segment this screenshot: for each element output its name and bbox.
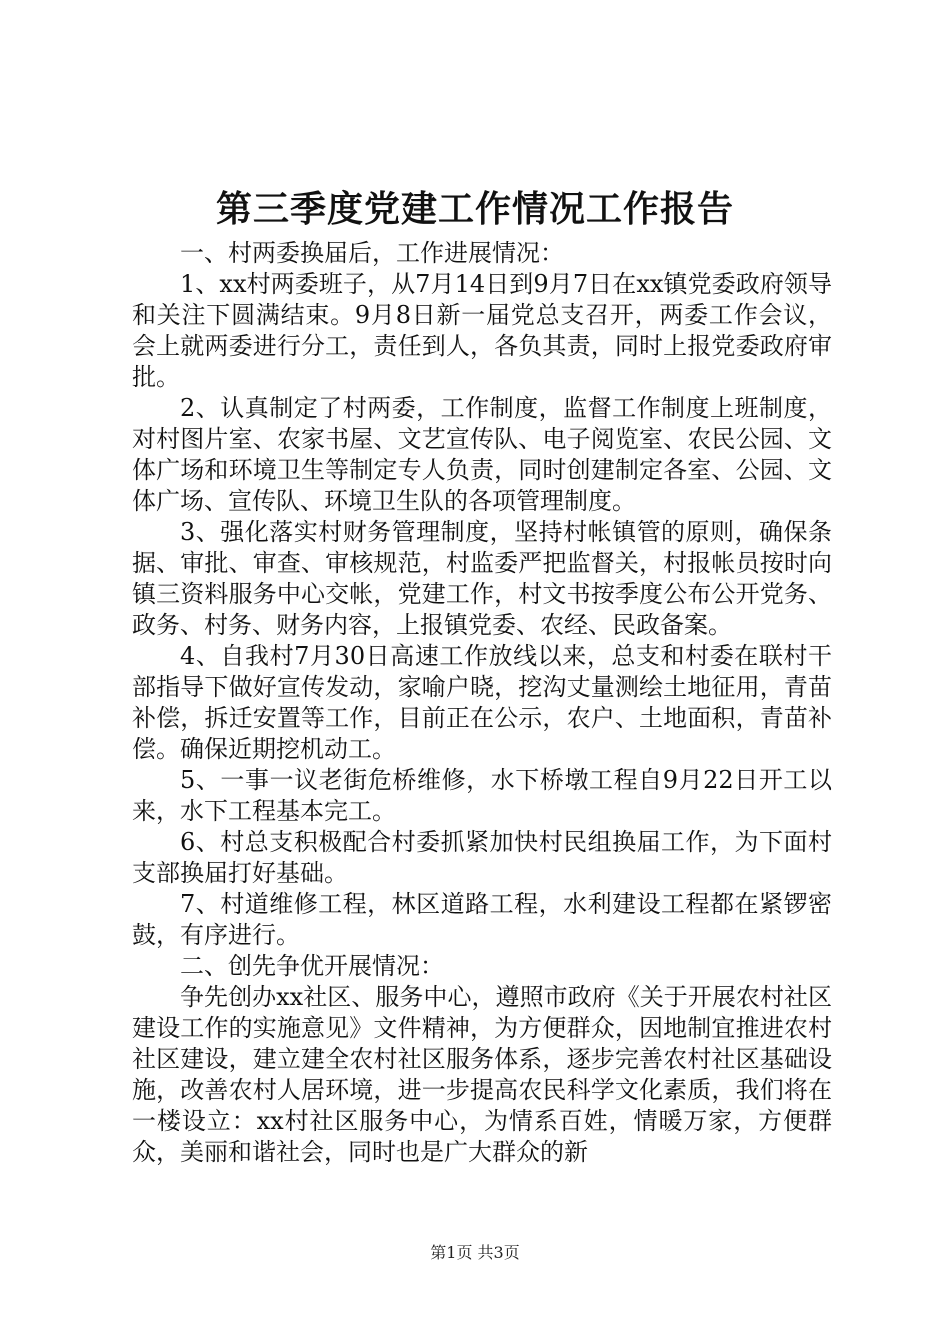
paragraph-item-2: 2、认真制定了村两委，工作制度，监督工作制度上班制度，对村图片室、农家书屋、文艺宣传队、电子阅览室、农民公园、文体广场和环境卫生等制定专人负责，同时创建制定各室、公园、文体广场、宣传队、环境卫生队的各项管理制度。 (132, 394, 832, 515)
paragraph-item-3: 3、强化落实村财务管理制度，坚持村帐镇管的原则，确保条据、审批、审查、审核规范，村监委严把监督关，村报帐员按时向镇三资料服务中心交帐，党建工作，村文书按季度公布公开党务、政务、村务、财务内容，上报镇党委、农经、民政备案。 (132, 518, 832, 639)
paragraph-item-1: 1、xx村两委班子，从7月14日到9月7日在xx镇党委政府领导和关注下圆满结束。9月8日新一届党总支召开，两委工作会议，会上就两委进行分工，责任到人，各负其责，同时上报党委政府审批。 (132, 270, 832, 391)
paragraph-item-5: 5、一事一议老街危桥维修，水下桥墩工程自9月22日开工以来，水下工程基本完工。 (132, 766, 832, 825)
paragraph-creation: 争先创办xx社区、服务中心，遵照市政府《关于开展农村社区建设工作的实施意见》文件精神，为方便群众，因地制宜推进农村社区建设，建立建全农村社区服务体系，逐步完善农村社区基础设施，改善农村人居环境，进一步提高农民科学文化素质，我们将在一楼设立：xx村社区服务中心，为情系百姓，情暖万家，方便群众，美丽和谐社会，同时也是广大群众的新 (132, 983, 832, 1166)
document-body (132, 238, 832, 1168)
page-footer: 第1页 共3页 (430, 1243, 520, 1262)
paragraph-item-6: 6、村总支积极配合村委抓紧加快村民组换届工作，为下面村支部换届打好基础。 (132, 828, 832, 887)
section-heading-2: 二、创先争优开展情况： (180, 952, 444, 980)
paragraph-item-7: 7、村道维修工程，林区道路工程，水利建设工程都在紧锣密鼓，有序进行。 (132, 890, 832, 949)
paragraph-item-4: 4、自我村7月30日高速工作放线以来，总支和村委在联村干部指导下做好宣传发动，家喻户晓，挖沟丈量测绘土地征用，青苗补偿，拆迁安置等工作，目前正在公示，农户、土地面积，青苗补偿。确保近期挖机动工。 (132, 642, 832, 763)
section-heading-1: 一、村两委换届后，工作进展情况： (180, 239, 564, 267)
document-title: 第三季度党建工作情况工作报告 (215, 188, 734, 230)
